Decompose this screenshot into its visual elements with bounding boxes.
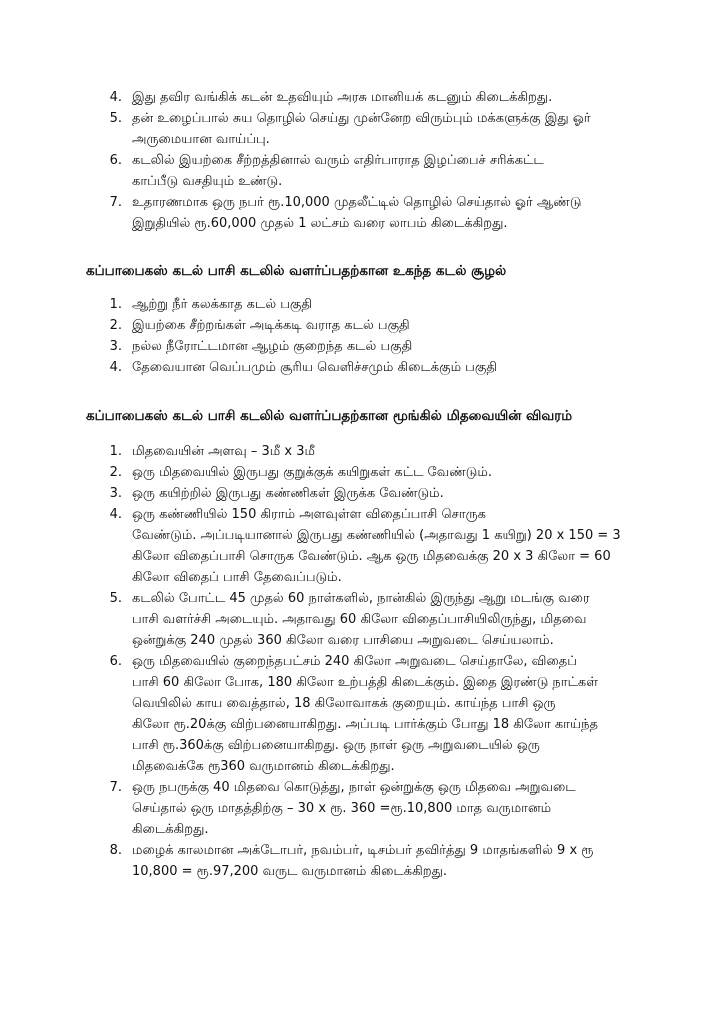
list-text-line: தேவையான வெப்பமும் சூரிய வெளிச்சமும் கிடைக்கும் பகுதி	[132, 360, 497, 375]
list-number: 3.	[109, 339, 122, 354]
list-text-line: ஒரு நபருக்கு 40 மிதவை கொடுத்து, நாள் ஒன்றுக்கு ஒரு மிதவை அறுவடை	[132, 780, 576, 795]
list-item	[100, 87, 660, 108]
list-item	[100, 192, 660, 234]
list-item	[100, 315, 660, 336]
section-heading-environment: கப்பாபைகஸ் கடல் பாசி கடலில் வளர்ப்பதற்கான உகந்த கடல் சூழல்	[86, 263, 507, 279]
list-text-line: பாசி ரூ.360க்கு விற்பனையாகிறது. ஒரு நாள் ஒரு அறுவடையில் ஒரு	[132, 738, 540, 753]
list-text-line: அருமையான வாய்ப்பு.	[132, 132, 270, 147]
environment-list	[100, 294, 660, 378]
list-text-line: ஒரு மிதவையில் குறைந்தபட்சம் 240 கிலோ அறுவடை செய்தாலே, விதைப்	[132, 654, 577, 669]
list-item	[100, 150, 660, 192]
list-number: 1.	[109, 444, 122, 459]
list-text-line: ஒரு மிதவையில் இருபது குறுக்குக் கயிறுகள் கட்ட வேண்டும்.	[132, 465, 492, 480]
list-text-line: ஆற்று நீர் கலக்காத கடல் பகுதி	[132, 297, 313, 312]
list-number: 4.	[109, 507, 122, 522]
list-text-line: கடலில் இயற்கை சீற்றத்தினால் வரும் எதிர்பாராத இழப்பைச் சரிக்கட்ட	[132, 153, 544, 168]
list-text-line: இறுதியில் ரூ.60,000 முதல் 1 லட்சம் வரை லாபம் கிடைக்கிறது.	[132, 216, 508, 231]
list-number: 2.	[109, 465, 122, 480]
list-text-line: வெயிலில் காய வைத்தால், 18 கிலோவாகக் குறையும். காய்ந்த பாசி ஒரு	[132, 696, 556, 711]
list-text-line: வேண்டும். அப்படியானால் இருபது கண்ணியில் (அதாவது 1 கயிறு) 20 x 150 = 3	[132, 528, 621, 543]
list-text-line: கிலோ விதைப் பாசி தேவைப்படும்.	[132, 570, 342, 585]
list-text-line: தன் உழைப்பால் சுய தொழில் செய்து முன்னேற விரும்பும் மக்களுக்கு இது ஓர்	[132, 111, 591, 126]
list-number: 5.	[109, 111, 122, 126]
list-text-line: ஒரு கயிற்றில் இருபது கண்ணிகள் இருக்க வேண்டும்.	[132, 486, 444, 501]
list-item	[100, 441, 660, 462]
list-text-line: 10,800 = ரூ.97,200 வருட வருமானம் கிடைக்கிறது.	[132, 864, 448, 879]
benefits-list	[100, 87, 660, 234]
list-text-line: ஒரு கண்ணியில் 150 கிராம் அளவுள்ள விதைப்பாசி சொருக	[132, 507, 486, 522]
list-item	[100, 357, 660, 378]
section-heading-float-details: கப்பாபைகஸ் கடல் பாசி கடலில் வளர்ப்பதற்கான மூங்கில் மிதவையின் விவரம்	[86, 408, 573, 424]
list-number: 8.	[109, 843, 122, 858]
list-text-line: கடலில் போட்ட 45 முதல் 60 நாள்களில், நான்கில் இருந்து ஆறு மடங்கு வரை	[132, 591, 590, 606]
list-number: 4.	[109, 90, 122, 105]
list-text-line: ஒன்றுக்கு 240 முதல் 360 கிலோ வரை பாசியை அறுவடை செய்யலாம்.	[132, 633, 554, 648]
list-text-line: கிலோ ரூ.20க்கு விற்பனையாகிறது. அப்படி பார்க்கும் போது 18 கிலோ காய்ந்த	[132, 717, 598, 732]
list-text-line: உதாரணமாக ஒரு நபர் ரூ.10,000 முதலீட்டில் தொழில் செய்தால் ஓர் ஆண்டு	[132, 195, 582, 210]
list-text-line: பாசி 60 கிலோ போக, 180 கிலோ உற்பத்தி கிடைக்கும். இதை இரண்டு நாட்கள்	[132, 675, 598, 690]
list-item	[100, 777, 660, 840]
list-text-line: காப்பீடு வசதியும் உண்டு.	[132, 174, 283, 189]
list-text-line: இயற்கை சீற்றங்கள் அடிக்கடி வராத கடல் பகுதி	[132, 318, 410, 333]
list-item	[100, 336, 660, 357]
float-details-list	[100, 441, 660, 882]
list-number: 6.	[109, 153, 122, 168]
list-number: 5.	[109, 591, 122, 606]
list-item	[100, 504, 660, 588]
list-text-line: மழைக் காலமான அக்டோபர், நவம்பர், டிசம்பர் தவிர்த்து 9 மாதங்களில் 9 x ரூ	[132, 843, 594, 858]
list-text-line: பாசி வளர்ச்சி அடையும். அதாவது 60 கிலோ விதைப்பாசியிலிருந்து, மிதவை	[132, 612, 587, 627]
list-number: 2.	[109, 318, 122, 333]
list-number: 1.	[109, 297, 122, 312]
list-text-line: நல்ல நீரோட்டமான ஆழம் குறைந்த கடல் பகுதி	[132, 339, 413, 354]
list-item	[100, 588, 660, 651]
list-item	[100, 840, 660, 882]
list-text-line: மிதவைக்கே ரூ360 வருமானம் கிடைக்கிறது.	[132, 759, 395, 774]
list-text-line: கிலோ விதைப்பாசி சொருக வேண்டும். ஆக ஒரு மிதவைக்கு 20 x 3 கிலோ = 60	[132, 549, 611, 564]
list-text-line: செய்தால் ஒரு மாதத்திற்கு – 30 x ரூ. 360 =ரூ.10,800 மாத வருமானம்	[132, 801, 552, 816]
list-text-line: மிதவையின் அளவு – 3மீ x 3மீ	[132, 444, 315, 459]
list-number: 6.	[109, 654, 122, 669]
list-number: 7.	[109, 780, 122, 795]
list-item	[100, 294, 660, 315]
list-text-line: கிடைக்கிறது.	[132, 822, 209, 837]
list-number: 3.	[109, 486, 122, 501]
list-number: 4.	[109, 360, 122, 375]
list-item	[100, 651, 660, 777]
list-item	[100, 108, 660, 150]
list-item	[100, 462, 660, 483]
list-number: 7.	[109, 195, 122, 210]
list-item	[100, 483, 660, 504]
list-text-line: இது தவிர வங்கிக் கடன் உதவியும் அரசு மானியக் கடனும் கிடைக்கிறது.	[132, 90, 553, 105]
